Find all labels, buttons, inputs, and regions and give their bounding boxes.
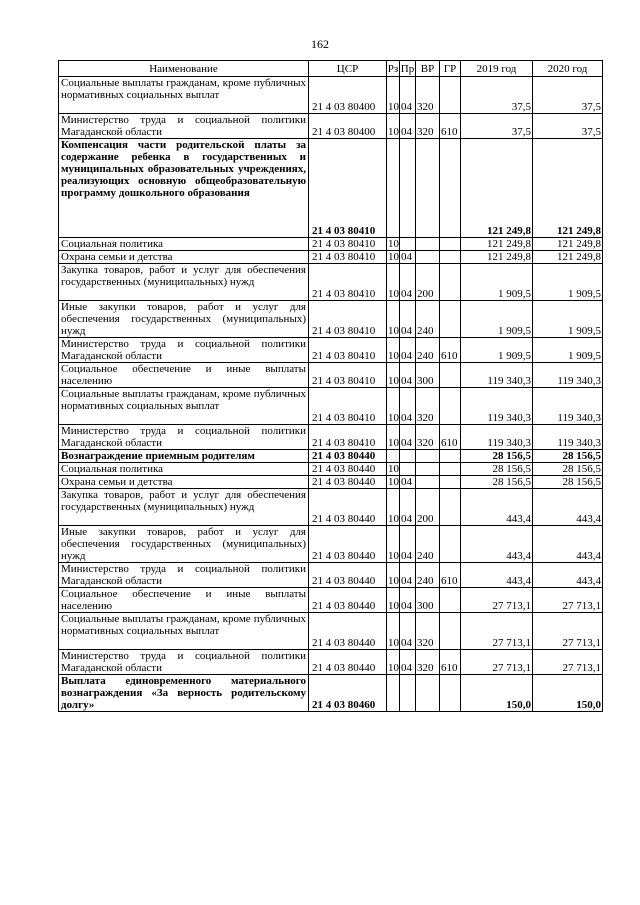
row-csr: 21 4 03 80400 — [309, 114, 387, 139]
row-value-2020: 27 713,1 — [533, 650, 603, 675]
row-csr: 21 4 03 80410 — [309, 264, 387, 301]
row-csr: 21 4 03 80440 — [309, 476, 387, 489]
row-rz: 10 — [387, 301, 400, 338]
row-value-2019: 119 340,3 — [461, 388, 533, 425]
table-row — [59, 363, 603, 388]
row-value-2019: 443,4 — [461, 489, 533, 526]
row-csr: 21 4 03 80440 — [309, 588, 387, 613]
table-row — [59, 264, 603, 301]
row-gr: 610 — [440, 650, 461, 675]
row-value-2020: 121 249,8 — [533, 139, 603, 238]
row-rz: 10 — [387, 338, 400, 363]
row-name: Социальные выплаты гражданам, кроме публичных нормативных социальных выплат — [59, 77, 309, 114]
row-gr — [440, 139, 461, 238]
row-value-2019: 1 909,5 — [461, 301, 533, 338]
row-pr: 04 — [400, 650, 416, 675]
row-value-2019: 1 909,5 — [461, 264, 533, 301]
row-value-2020: 27 713,1 — [533, 613, 603, 650]
row-name: Социальные выплаты гражданам, кроме публичных нормативных социальных выплат — [59, 613, 309, 650]
row-rz: 10 — [388, 251, 399, 263]
row-gr — [440, 77, 461, 114]
row-pr: 04 — [400, 613, 416, 650]
row-vr: 320 — [416, 114, 440, 139]
header-2020: 2020 год — [533, 61, 603, 77]
row-gr: 610 — [440, 425, 461, 450]
row-gr — [440, 526, 461, 563]
row-value-2020: 1 909,5 — [533, 264, 603, 301]
row-value-2019: 27 713,1 — [461, 650, 533, 675]
row-value-2020: 1 909,5 — [533, 338, 603, 363]
row-gr — [440, 388, 461, 425]
row-value-2020: 443,4 — [533, 563, 603, 588]
row-vr: 320 — [416, 650, 440, 675]
table-row — [59, 563, 603, 588]
row-vr: 300 — [416, 363, 440, 388]
row-rz: 10 — [387, 425, 400, 450]
row-vr: 300 — [416, 588, 440, 613]
table-row — [59, 338, 603, 363]
row-value-2020: 1 909,5 — [533, 301, 603, 338]
row-pr — [400, 238, 416, 251]
row-value-2019: 119 340,3 — [461, 363, 533, 388]
row-pr: 04 — [400, 363, 416, 388]
row-name: Иные закупки товаров, работ и услуг для обеспечения государственных (муниципальных) нужд — [59, 301, 309, 338]
row-gr — [440, 251, 461, 264]
row-vr — [416, 450, 440, 463]
row-csr: 21 4 03 80440 — [309, 526, 387, 563]
row-gr — [440, 238, 461, 251]
table-row — [59, 139, 603, 238]
row-pr: 04 — [400, 476, 416, 489]
row-pr: 04 — [400, 264, 416, 301]
row-value-2019: 121 249,8 — [461, 139, 533, 238]
row-rz: 10 — [388, 476, 399, 488]
row-name: Социальные выплаты гражданам, кроме публичных нормативных социальных выплат — [59, 388, 309, 425]
header-2019: 2019 год — [461, 61, 533, 77]
row-gr — [440, 588, 461, 613]
row-value-2019: 121 249,8 — [461, 251, 533, 264]
row-gr — [440, 476, 461, 489]
row-gr: 610 — [440, 338, 461, 363]
row-value-2020: 28 156,5 — [533, 463, 603, 476]
row-csr: 21 4 03 80440 — [309, 463, 387, 476]
row-value-2020: 37,5 — [533, 114, 603, 139]
row-csr: 21 4 03 80400 — [309, 77, 387, 114]
row-value-2019: 28 156,5 — [461, 463, 533, 476]
row-vr — [416, 476, 440, 489]
table-body — [59, 77, 603, 712]
row-name: Иные закупки товаров, работ и услуг для обеспечения государственных (муниципальных) нужд — [59, 526, 309, 563]
row-name: Закупка товаров, работ и услуг для обеспечения государственных (муниципальных) нужд — [59, 264, 309, 301]
row-name: Министерство труда и социальной политики Магаданской области — [59, 114, 309, 139]
row-vr: 200 — [416, 264, 440, 301]
row-value-2019: 150,0 — [461, 675, 533, 712]
row-gr — [440, 675, 461, 712]
table-row — [59, 476, 603, 489]
row-csr: 21 4 03 80410 — [309, 139, 387, 238]
table-row — [59, 114, 603, 139]
row-value-2020: 443,4 — [533, 526, 603, 563]
row-name: Социальная политика — [59, 238, 309, 251]
row-gr — [440, 450, 461, 463]
row-name: Закупка товаров, работ и услуг для обеспечения государственных (муниципальных) нужд — [59, 489, 309, 526]
row-gr — [440, 613, 461, 650]
row-value-2019: 443,4 — [461, 563, 533, 588]
row-gr — [440, 363, 461, 388]
row-rz: 10 — [387, 489, 400, 526]
row-vr: 320 — [416, 388, 440, 425]
row-csr: 21 4 03 80440 — [309, 450, 387, 463]
row-value-2019: 28 156,5 — [461, 476, 533, 489]
row-pr: 04 — [400, 77, 416, 114]
row-pr: 04 — [400, 489, 416, 526]
table-row — [59, 251, 603, 264]
row-name: Министерство труда и социальной политики Магаданской области — [59, 338, 309, 363]
row-vr: 240 — [416, 338, 440, 363]
row-value-2020: 121 249,8 — [533, 251, 603, 264]
row-pr: 04 — [400, 425, 416, 450]
row-gr: 610 — [440, 563, 461, 588]
row-vr — [416, 463, 440, 476]
table-row — [59, 238, 603, 251]
row-rz — [387, 450, 400, 463]
row-gr — [440, 264, 461, 301]
table-row — [59, 613, 603, 650]
table-row — [59, 301, 603, 338]
table-row — [59, 526, 603, 563]
table-row — [59, 588, 603, 613]
budget-table — [58, 60, 603, 712]
row-csr: 21 4 03 80440 — [309, 563, 387, 588]
row-value-2019: 119 340,3 — [461, 425, 533, 450]
row-name: Социальная политика — [59, 463, 309, 476]
row-pr — [400, 675, 416, 712]
row-name: Охрана семьи и детства — [59, 251, 309, 264]
row-vr: 200 — [416, 489, 440, 526]
row-vr — [416, 238, 440, 251]
row-pr: 04 — [400, 526, 416, 563]
row-csr: 21 4 03 80440 — [309, 489, 387, 526]
row-pr: 04 — [400, 388, 416, 425]
row-value-2019: 37,5 — [461, 114, 533, 139]
row-rz: 10 — [387, 363, 400, 388]
row-rz: 10 — [387, 563, 400, 588]
row-csr: 21 4 03 80440 — [309, 650, 387, 675]
table-header-row — [59, 61, 603, 77]
row-name: Вознаграждение приемным родителям — [59, 450, 309, 463]
row-value-2019: 27 713,1 — [461, 613, 533, 650]
row-rz — [387, 139, 400, 238]
row-pr: 04 — [400, 251, 416, 264]
row-name: Министерство труда и социальной политики Магаданской области — [59, 650, 309, 675]
table-row — [59, 463, 603, 476]
table-row — [59, 489, 603, 526]
row-vr — [416, 251, 440, 264]
row-csr: 21 4 03 80410 — [309, 238, 387, 251]
header-csr: ЦСР — [309, 61, 387, 77]
row-value-2020: 28 156,5 — [533, 476, 603, 489]
row-name: Выплата единовременного материального вознаграждения «За верность родительскому долгу» — [59, 675, 309, 712]
row-csr: 21 4 03 80410 — [309, 388, 387, 425]
row-vr: 320 — [416, 77, 440, 114]
header-name: Наименование — [59, 61, 309, 77]
row-pr: 04 — [400, 301, 416, 338]
row-csr: 21 4 03 80460 — [309, 675, 387, 712]
row-name: Министерство труда и социальной политики Магаданской области — [59, 563, 309, 588]
row-value-2020: 150,0 — [533, 675, 603, 712]
row-rz: 10 — [387, 613, 400, 650]
row-pr: 04 — [400, 563, 416, 588]
row-pr: 04 — [400, 338, 416, 363]
row-name: Социальное обеспечение и иные выплаты населению — [59, 363, 309, 388]
row-rz: 10 — [387, 388, 400, 425]
row-rz: 10 — [387, 114, 400, 139]
row-rz: 10 — [387, 526, 400, 563]
header-rz: Рз — [387, 62, 399, 75]
row-csr: 21 4 03 80410 — [309, 338, 387, 363]
row-gr — [440, 301, 461, 338]
row-gr — [440, 463, 461, 476]
row-value-2019: 1 909,5 — [461, 338, 533, 363]
header-vr: ВР — [416, 61, 440, 77]
row-pr: 04 — [400, 114, 416, 139]
row-rz: 10 — [387, 650, 400, 675]
row-pr — [400, 139, 416, 238]
row-csr: 21 4 03 80410 — [309, 251, 387, 264]
row-value-2019: 27 713,1 — [461, 588, 533, 613]
row-value-2020: 119 340,3 — [533, 363, 603, 388]
row-rz — [387, 675, 400, 712]
row-name: Министерство труда и социальной политики Магаданской области — [59, 425, 309, 450]
table-row — [59, 77, 603, 114]
row-csr: 21 4 03 80410 — [309, 301, 387, 338]
row-vr — [416, 675, 440, 712]
row-vr: 240 — [416, 301, 440, 338]
row-value-2019: 443,4 — [461, 526, 533, 563]
table-row — [59, 425, 603, 450]
row-name: Компенсация части родительской платы за содержание ребенка в государственных и муниципальных образовательных учреждениях, реализующих основную общеобразовательную программу дошкольного образования — [59, 139, 309, 238]
row-name: Социальное обеспечение и иные выплаты населению — [59, 588, 309, 613]
table-row — [59, 675, 603, 712]
row-pr — [400, 450, 416, 463]
row-vr: 240 — [416, 563, 440, 588]
row-csr: 21 4 03 80410 — [309, 425, 387, 450]
row-gr — [440, 489, 461, 526]
row-csr: 21 4 03 80410 — [309, 363, 387, 388]
table-row — [59, 388, 603, 425]
row-value-2020: 119 340,3 — [533, 388, 603, 425]
table-row — [59, 650, 603, 675]
row-vr: 320 — [416, 613, 440, 650]
row-value-2020: 443,4 — [533, 489, 603, 526]
row-rz: 10 — [388, 238, 399, 250]
row-vr — [416, 139, 440, 238]
row-value-2020: 27 713,1 — [533, 588, 603, 613]
row-rz: 10 — [387, 588, 400, 613]
row-pr: 04 — [400, 588, 416, 613]
row-value-2020: 28 156,5 — [533, 450, 603, 463]
header-pr: Пр — [400, 62, 415, 75]
row-rz: 10 — [387, 77, 400, 114]
row-vr: 320 — [416, 425, 440, 450]
row-vr: 240 — [416, 526, 440, 563]
row-value-2019: 28 156,5 — [461, 450, 533, 463]
table-row — [59, 450, 603, 463]
row-pr — [400, 463, 416, 476]
row-value-2020: 119 340,3 — [533, 425, 603, 450]
row-gr: 610 — [440, 114, 461, 139]
row-value-2019: 37,5 — [461, 77, 533, 114]
row-value-2019: 121 249,8 — [461, 238, 533, 251]
row-csr: 21 4 03 80440 — [309, 613, 387, 650]
row-rz: 10 — [387, 264, 400, 301]
row-rz: 10 — [388, 463, 399, 475]
row-name: Охрана семьи и детства — [59, 476, 309, 489]
row-value-2020: 121 249,8 — [533, 238, 603, 251]
page-number: 162 — [311, 37, 329, 51]
row-value-2020: 37,5 — [533, 77, 603, 114]
header-gr: ГР — [440, 61, 461, 77]
